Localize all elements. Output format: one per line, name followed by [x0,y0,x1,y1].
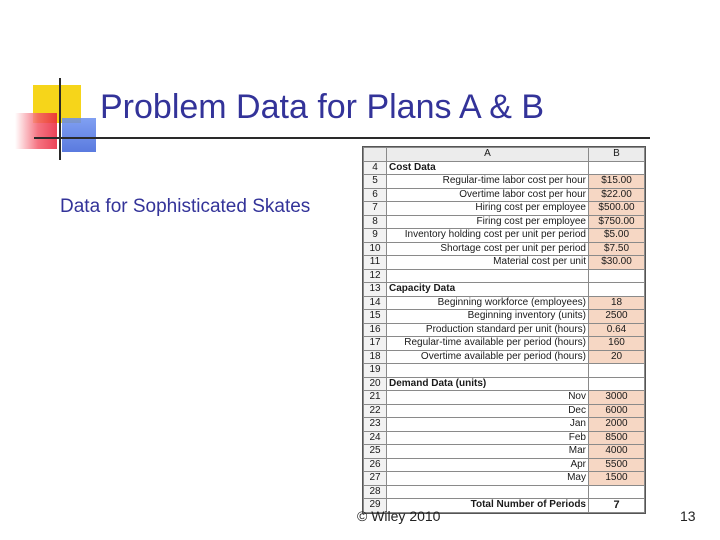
table-row [364,323,645,337]
table-row [364,391,645,405]
row-number: 12 [364,269,387,283]
row-number: 28 [364,485,387,499]
label-cell: Hiring cost per employee [387,202,589,216]
table-row [364,404,645,418]
row-number: 19 [364,364,387,378]
value-cell: 1500 [589,472,645,486]
row-number: 8 [364,215,387,229]
section-heading-cell: Cost Data [387,161,589,175]
value-cell: 0.64 [589,323,645,337]
value-cell [589,377,645,391]
row-number: 21 [364,391,387,405]
table-row [364,350,645,364]
row-number: 5 [364,175,387,189]
value-cell: 20 [589,350,645,364]
table-row [364,229,645,243]
label-cell: Nov [387,391,589,405]
label-cell: May [387,472,589,486]
slide-subtitle: Data for Sophisticated Skates [60,196,311,217]
label-cell: Apr [387,458,589,472]
row-number: 10 [364,242,387,256]
row-number: 15 [364,310,387,324]
label-cell: Total Number of Periods [387,499,589,513]
value-cell: $22.00 [589,188,645,202]
row-number: 22 [364,404,387,418]
table-row [364,431,645,445]
value-cell [589,161,645,175]
label-cell: Production standard per unit (hours) [387,323,589,337]
label-cell: Inventory holding cost per unit per period [387,229,589,243]
value-cell: 8500 [589,431,645,445]
page-number: 13 [680,508,696,524]
value-cell [589,364,645,378]
table-row [364,337,645,351]
table-row [364,485,645,499]
table-row [364,256,645,270]
label-cell: Jan [387,418,589,432]
vertical-rule [59,78,61,160]
table-row [364,472,645,486]
footer-copyright: © Wiley 2010 [357,508,441,524]
value-cell [589,269,645,283]
label-cell: Mar [387,445,589,459]
label-cell: Regular-time available per period (hours) [387,337,589,351]
value-cell: $5.00 [589,229,645,243]
row-number: 14 [364,296,387,310]
value-cell: 7 [589,499,645,513]
row-number: 27 [364,472,387,486]
row-number: 29 [364,499,387,513]
spreadsheet [362,146,646,514]
section-heading-cell: Capacity Data [387,283,589,297]
red-square [15,113,57,149]
value-cell: $30.00 [589,256,645,270]
table-row [364,310,645,324]
table-row [364,377,645,391]
value-cell: $15.00 [589,175,645,189]
table-row [364,269,645,283]
table-row [364,445,645,459]
value-cell: 5500 [589,458,645,472]
label-cell: Feb [387,431,589,445]
label-cell [387,364,589,378]
blue-square [62,118,96,152]
value-cell: $750.00 [589,215,645,229]
value-cell: 160 [589,337,645,351]
value-cell: 6000 [589,404,645,418]
table-row [364,364,645,378]
slide-logo-decoration [0,0,110,170]
corner-cell [364,148,387,162]
row-number: 4 [364,161,387,175]
table-row [364,202,645,216]
table-row [364,188,645,202]
label-cell: Material cost per unit [387,256,589,270]
row-number: 9 [364,229,387,243]
label-cell [387,269,589,283]
row-number: 17 [364,337,387,351]
column-header-b: B [589,148,645,162]
row-number: 26 [364,458,387,472]
row-number: 20 [364,377,387,391]
label-cell: Firing cost per employee [387,215,589,229]
value-cell [589,485,645,499]
row-number: 23 [364,418,387,432]
row-number: 25 [364,445,387,459]
row-number: 13 [364,283,387,297]
table-row [364,175,645,189]
label-cell [387,485,589,499]
row-number: 24 [364,431,387,445]
label-cell: Overtime labor cost per hour [387,188,589,202]
title-underline [34,137,650,139]
table-row [364,215,645,229]
value-cell: 2000 [589,418,645,432]
table-row [364,418,645,432]
column-header-a: A [387,148,589,162]
value-cell: 18 [589,296,645,310]
value-cell [589,283,645,297]
label-cell: Beginning workforce (employees) [387,296,589,310]
label-cell: Dec [387,404,589,418]
table-row [364,161,645,175]
table-row [364,296,645,310]
value-cell: $7.50 [589,242,645,256]
spreadsheet-table [363,147,645,513]
value-cell: 4000 [589,445,645,459]
label-cell: Shortage cost per unit per period [387,242,589,256]
table-row [364,283,645,297]
table-row [364,458,645,472]
section-heading-cell: Demand Data (units) [387,377,589,391]
label-cell: Regular-time labor cost per hour [387,175,589,189]
row-number: 16 [364,323,387,337]
row-number: 18 [364,350,387,364]
row-number: 7 [364,202,387,216]
value-cell: $500.00 [589,202,645,216]
row-number: 11 [364,256,387,270]
row-number: 6 [364,188,387,202]
column-header-row [364,148,645,162]
value-cell: 2500 [589,310,645,324]
table-row [364,242,645,256]
label-cell: Beginning inventory (units) [387,310,589,324]
value-cell: 3000 [589,391,645,405]
label-cell: Overtime available per period (hours) [387,350,589,364]
slide-title: Problem Data for Plans A & B [100,88,545,126]
